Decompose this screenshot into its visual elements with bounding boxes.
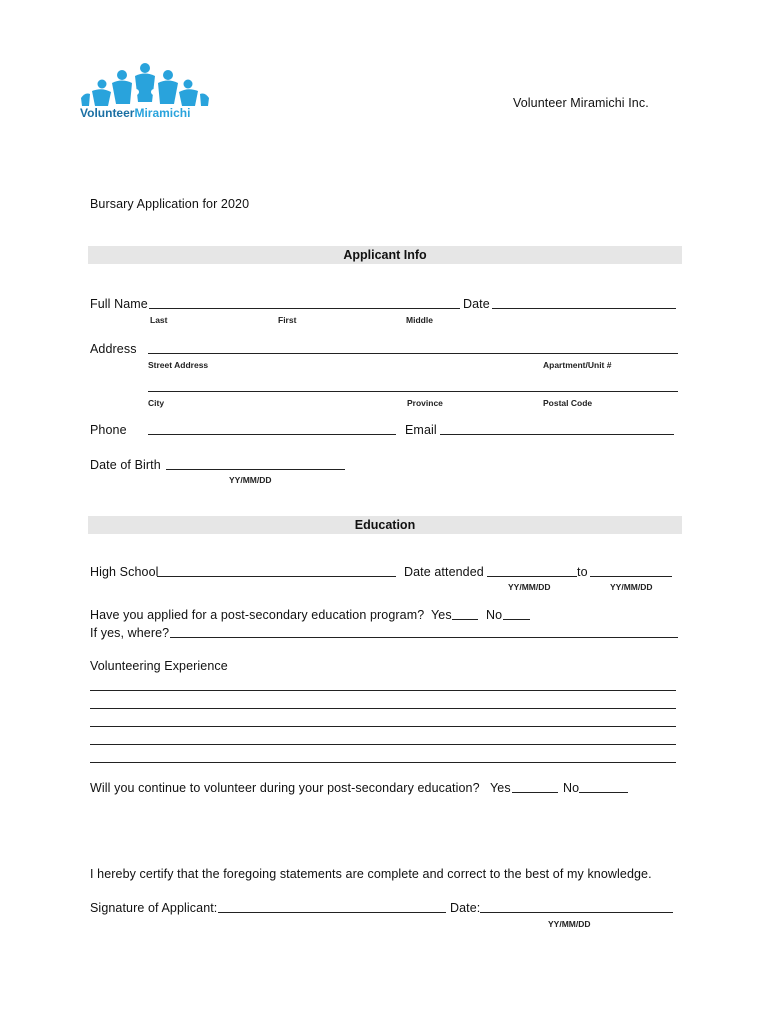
sublabel-first: First	[278, 315, 297, 325]
applied-no-field[interactable]	[503, 619, 530, 620]
if-yes-field[interactable]	[170, 637, 678, 638]
volunteering-line-2[interactable]	[90, 708, 676, 709]
address-label: Address	[90, 342, 137, 356]
form-title: Bursary Application for 2020	[90, 197, 250, 211]
logo-wordmark	[80, 106, 190, 120]
logo-text-miramichi: Miramichi	[134, 106, 191, 120]
volunteering-line-3[interactable]	[90, 726, 676, 727]
signature-field[interactable]	[218, 912, 446, 913]
to-label: to	[577, 565, 588, 579]
signature-date-label: Date:	[450, 901, 481, 915]
full-name-field[interactable]	[149, 308, 460, 309]
volunteering-line-1[interactable]	[90, 690, 676, 691]
phone-label: Phone	[90, 423, 127, 437]
email-field[interactable]	[440, 434, 674, 435]
section-title-applicant: Applicant Info	[343, 248, 427, 262]
volunteer-people-logo-icon	[78, 62, 213, 108]
dob-format: YY/MM/DD	[229, 475, 272, 485]
dob-field[interactable]	[166, 469, 345, 470]
sublabel-apartment: Apartment/Unit #	[543, 360, 612, 370]
applied-yes-field[interactable]	[452, 619, 478, 620]
signature-date-field[interactable]	[480, 912, 673, 913]
date-attended-from-field[interactable]	[487, 576, 577, 577]
high-school-label: High School	[90, 565, 159, 579]
continue-yes-label: Yes	[490, 781, 511, 795]
date-attended-to-field[interactable]	[590, 576, 672, 577]
continue-no-label: No	[563, 781, 580, 795]
applied-no-label: No	[486, 608, 503, 622]
applied-yes-label: Yes	[431, 608, 452, 622]
city-province-postal-field[interactable]	[148, 391, 678, 392]
sublabel-street-address: Street Address	[148, 360, 209, 370]
section-title-education: Education	[354, 518, 416, 532]
sublabel-postal-code: Postal Code	[543, 398, 593, 408]
signature-label: Signature of Applicant:	[90, 901, 218, 915]
sublabel-middle: Middle	[406, 315, 433, 325]
certification-statement: I hereby certify that the foregoing statements are complete and correct to the best of my knowledge.	[90, 867, 652, 881]
sublabel-city: City	[148, 398, 165, 408]
full-name-label: Full Name	[90, 297, 148, 311]
street-address-field[interactable]	[148, 353, 678, 354]
date-field[interactable]	[492, 308, 676, 309]
email-label: Email	[405, 423, 437, 437]
phone-field[interactable]	[148, 434, 396, 435]
from-format: YY/MM/DD	[508, 582, 551, 592]
if-yes-label: If yes, where?	[90, 626, 170, 640]
continue-no-field[interactable]	[579, 792, 628, 793]
volunteering-line-4[interactable]	[90, 744, 676, 745]
sublabel-province: Province	[407, 398, 443, 408]
logo	[78, 62, 213, 124]
date-attended-label: Date attended	[404, 565, 484, 579]
org-name: Volunteer Miramichi Inc.	[513, 96, 649, 110]
continue-yes-field[interactable]	[512, 792, 558, 793]
section-header-applicant	[88, 246, 682, 264]
to-format: YY/MM/DD	[610, 582, 653, 592]
volunteering-line-5[interactable]	[90, 762, 676, 763]
date-label: Date	[463, 297, 490, 311]
applied-question: Have you applied for a post-secondary education program?	[90, 608, 425, 622]
logo-text-volunteer: Volunteer	[80, 106, 135, 120]
signature-date-format: YY/MM/DD	[548, 919, 591, 929]
high-school-field[interactable]	[157, 576, 396, 577]
volunteering-label: Volunteering Experience	[90, 659, 228, 673]
section-header-education	[88, 516, 682, 534]
dob-label: Date of Birth	[90, 458, 161, 472]
sublabel-last: Last	[150, 315, 168, 325]
continue-question: Will you continue to volunteer during your post-secondary education?	[90, 781, 480, 795]
